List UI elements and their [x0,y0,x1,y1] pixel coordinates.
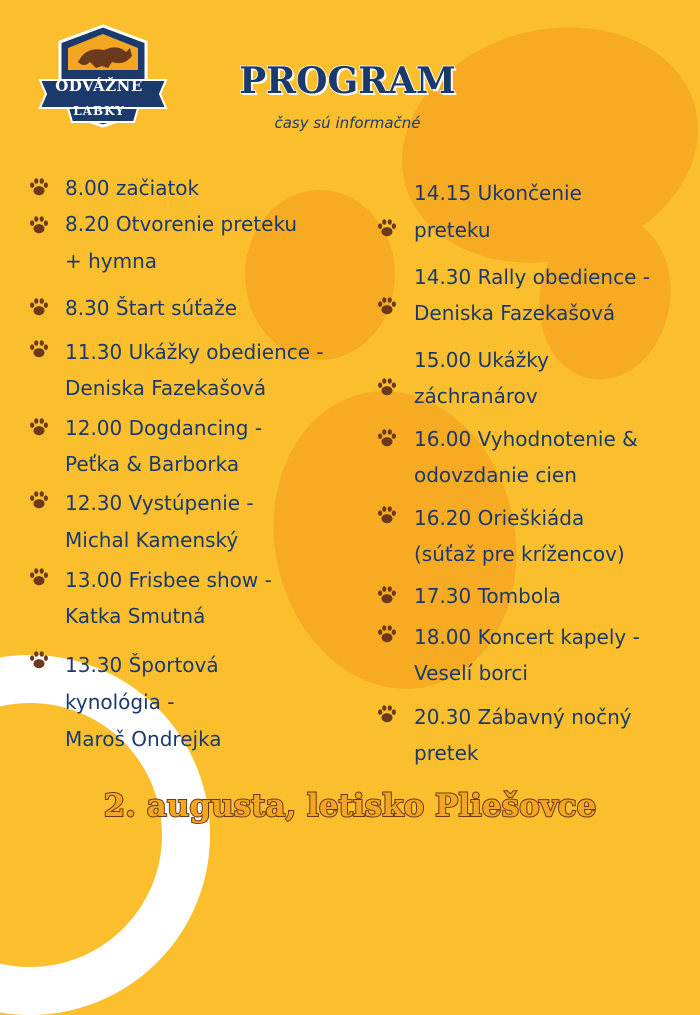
paw-icon [28,296,50,318]
paw-icon [376,504,398,526]
schedule-line: Deniska Fazekašová [414,301,616,325]
schedule-line: 18.00 Koncert kapely - [414,625,640,649]
paw-icon [376,427,398,449]
schedule-line: 14.15 Ukončenie [414,181,582,205]
schedule-line: 13.30 Športová [65,653,219,677]
paw-icon [376,217,398,239]
paw-icon [376,703,398,725]
schedule-line: záchranárov [414,384,538,408]
paw-icon [376,295,398,317]
schedule-line: + hymna [65,249,158,273]
schedule-line: pretek [414,741,479,765]
paw-icon [28,649,50,671]
paw-icon [28,338,50,360]
schedule-line: 16.20 Orieškiáda [414,506,585,530]
schedule-line: 17.30 Tombola [414,584,561,608]
event-date-location: 2. augusta, letisko Pliešovce [103,788,597,824]
brand-name: ODVÁŽNE [55,77,143,95]
schedule-line: preteku [414,218,491,242]
schedule-line: 13.00 Frisbee show - [65,568,272,592]
schedule-line: 8.30 Štart súťaže [65,296,238,320]
page-subtitle: časy sú informačné [274,114,421,132]
schedule-line: 15.00 Ukážky [414,348,549,372]
schedule-line: Peťka & Barborka [65,452,240,476]
schedule-line: 8.20 Otvorenie preteku [65,212,298,236]
schedule-line: 12.30 Vystúpenie - [65,491,254,515]
schedule-line: 12.00 Dogdancing - [65,416,263,440]
paw-icon [28,416,50,438]
schedule-line: Katka Smutná [65,604,206,628]
schedule-line: 14.30 Rally obedience - [414,265,650,289]
paw-icon [28,566,50,588]
schedule-line: odovzdanie cien [414,463,577,487]
schedule-line: (súťaž pre krížencov) [414,542,625,566]
paw-icon [376,623,398,645]
schedule-line: 16.00 Vyhodnotenie & [414,427,638,451]
paw-icon [376,584,398,606]
paw-icon [28,489,50,511]
schedule-line: 11.30 Ukážky obedience - [65,340,324,364]
paw-icon [28,176,50,198]
schedule-line: Michal Kamenský [65,528,239,552]
schedule-line: 8.00 začiatok [65,176,200,200]
schedule-line: Deniska Fazekašová [65,376,267,400]
brand-subname: LABKY [73,104,125,118]
schedule-line: Maroš Ondrejka [65,727,222,751]
page-title: PROGRAM [239,60,456,102]
schedule-line: Veselí borci [414,661,528,685]
paw-icon [376,376,398,398]
paw-icon [28,214,50,236]
schedule-line: 20.30 Zábavný nočný [414,705,632,729]
schedule-line: kynológia - [65,690,175,714]
